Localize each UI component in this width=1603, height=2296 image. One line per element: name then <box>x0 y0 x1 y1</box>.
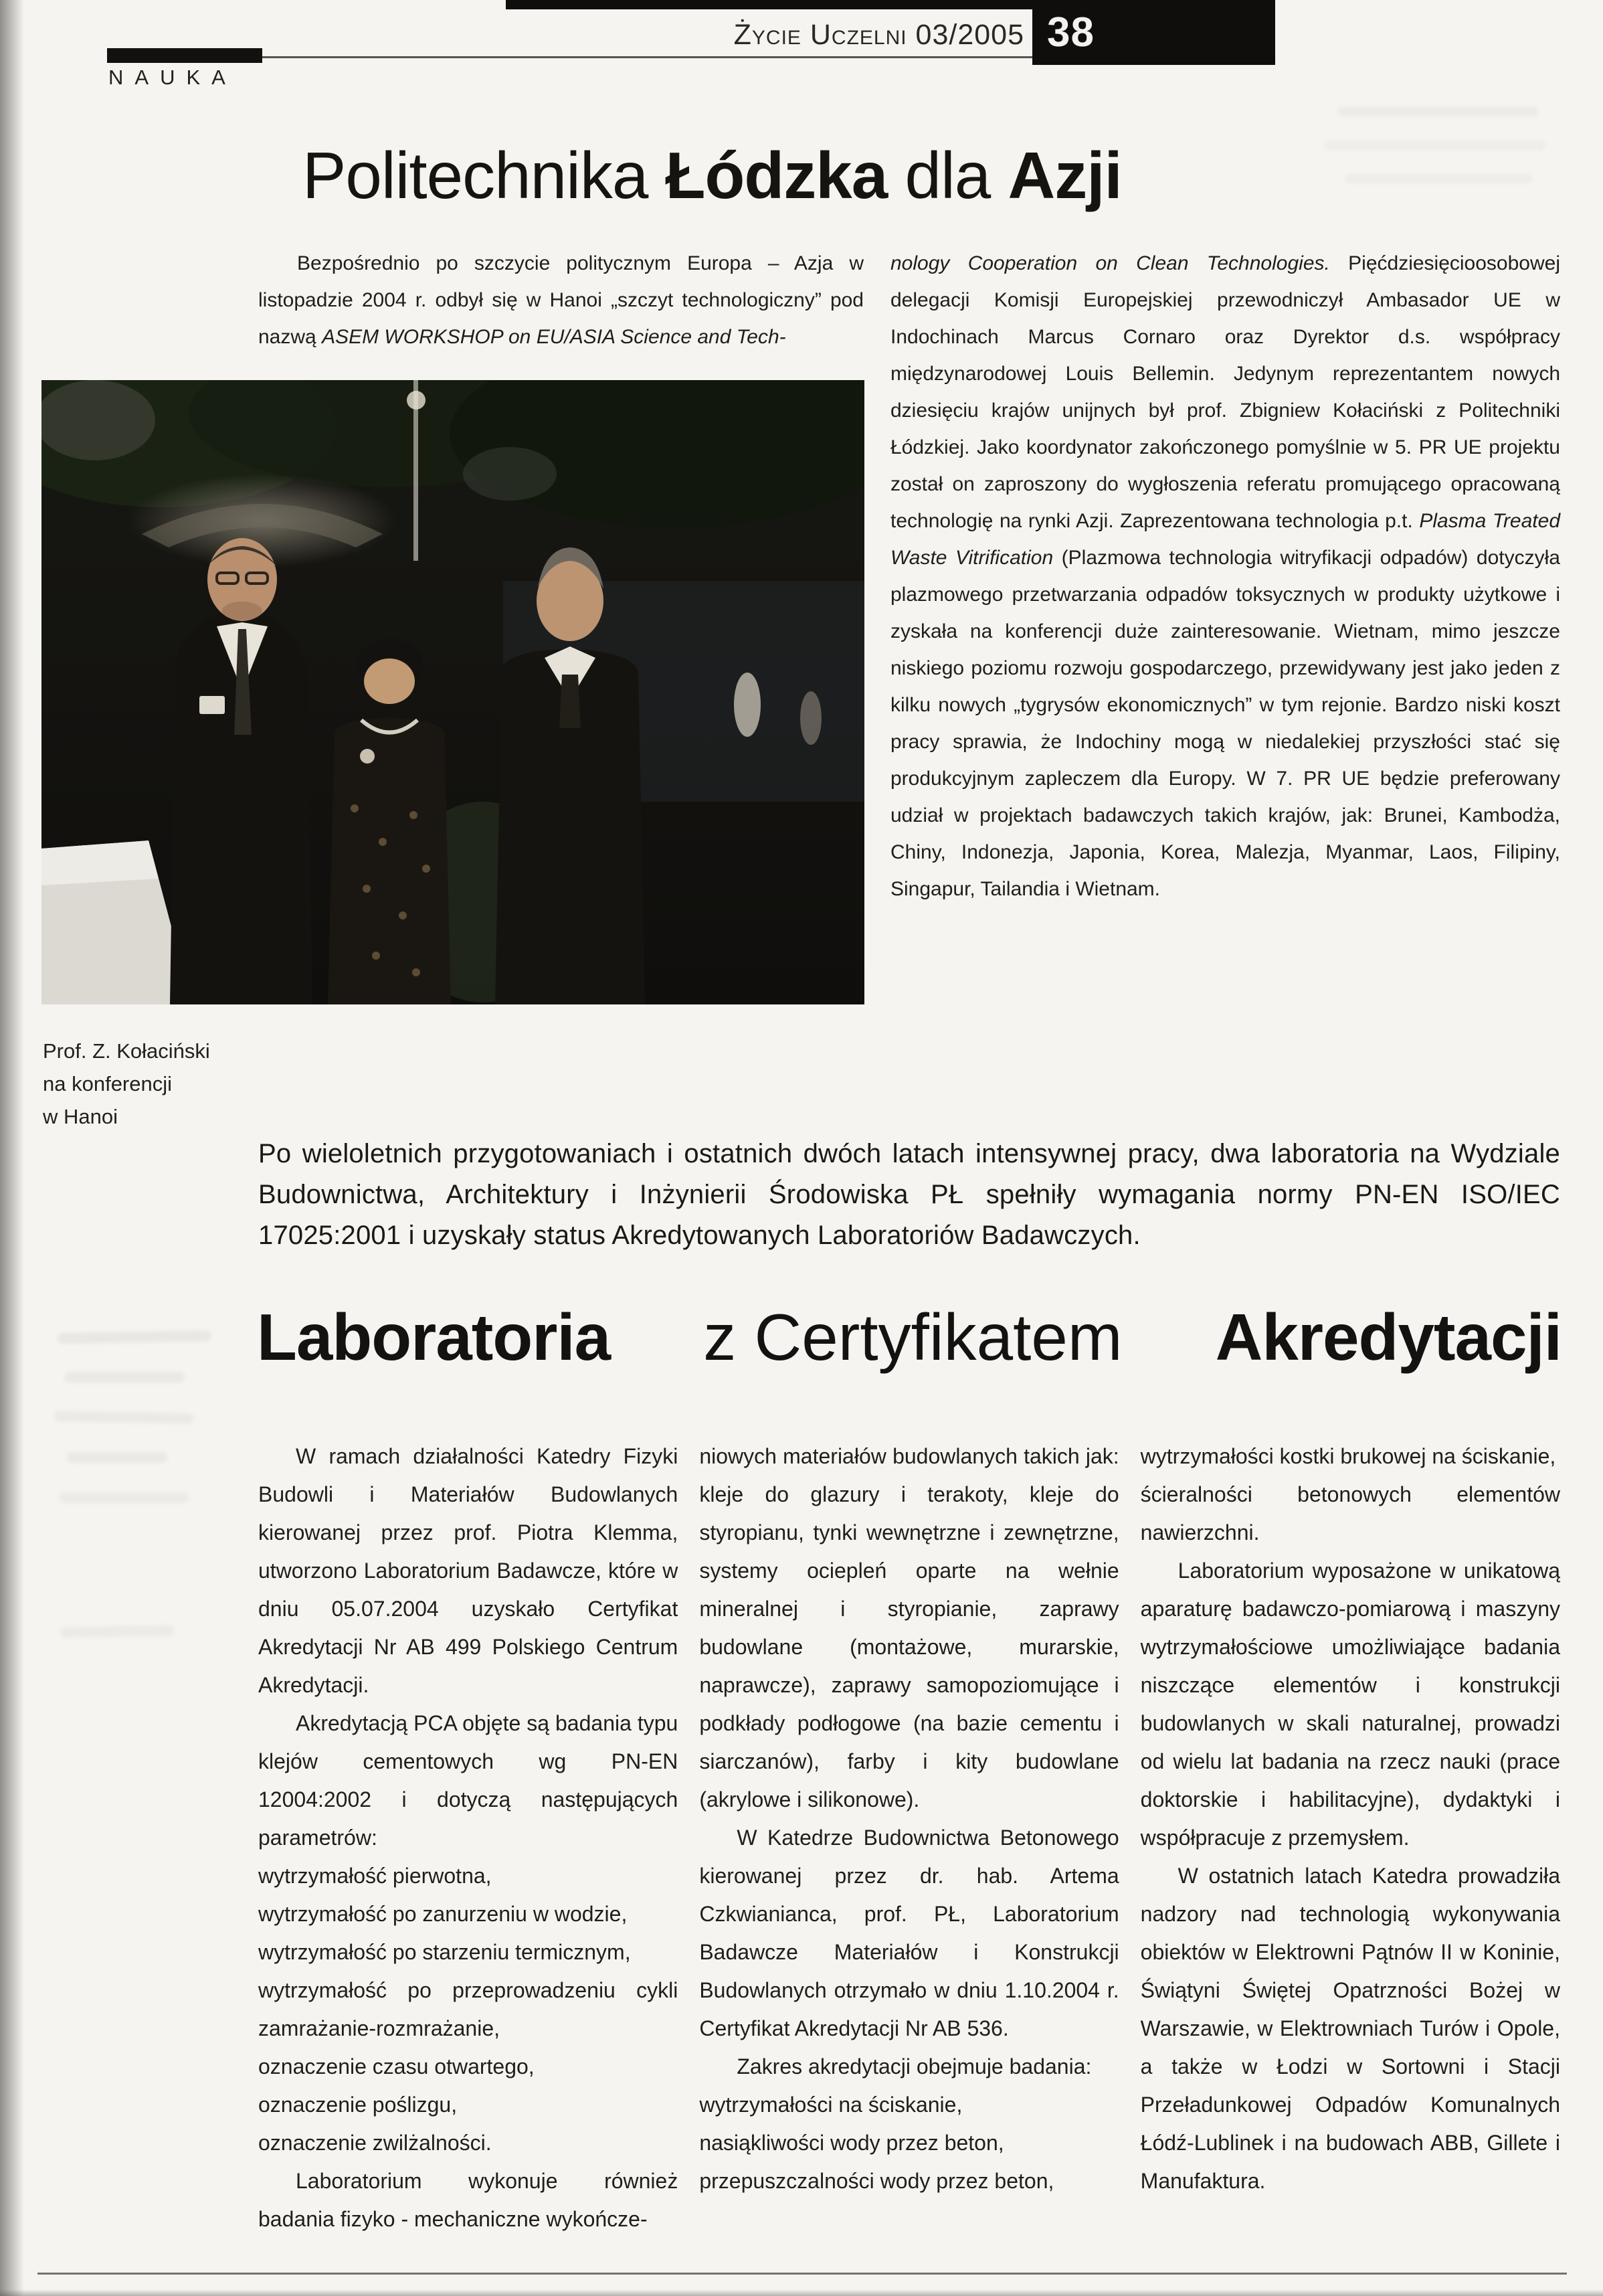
paragraph: Zakres akredytacji obejmuje badania: <box>737 2054 1092 2079</box>
bleed-mark <box>64 1372 185 1383</box>
paragraph: wytrzymałość po przeprowadzeniu cykli zamrażanie-rozmrażanie, <box>258 1978 678 2040</box>
paragraph: na konferencji <box>43 1072 173 1095</box>
text-segment: nology Cooperation on Clean Technologies. <box>890 252 1330 274</box>
paragraph: wytrzymałość po zanurzeniu w wodzie, <box>258 1902 628 1926</box>
bleed-mark <box>1345 174 1532 183</box>
body-column-2 <box>699 1437 1119 2238</box>
bleed-mark <box>67 1452 167 1463</box>
photo-caption <box>43 1035 244 1133</box>
heading-word-akredytacji: Akredytacji <box>1215 1300 1562 1374</box>
intro-column-right <box>890 245 1560 907</box>
paragraph: Laboratorium wykonuje również badania fizyko - mechaniczne wykończe- <box>258 2169 678 2231</box>
paragraph: W ramach działalności Katedry Fizyki Budowli i Materiałów Budowlanych kierowanej przez prof. Piotra Klemma, utworzono Laboratorium Badawcze, które w dniu 05.07.2004 uzyskało Certyfikat Akredytacji Nr AB 499 Polskiego Centrum Akredytacji. <box>258 1444 678 1697</box>
text-segment: Azji <box>1008 139 1122 212</box>
paragraph: oznaczenie czasu otwartego, <box>258 2054 535 2079</box>
header-rule <box>262 56 1033 58</box>
paragraph: nasiąkliwości wody przez beton, <box>699 2131 1004 2155</box>
text-segment: dla <box>887 139 1008 212</box>
text-segment: Politechnika <box>302 139 666 212</box>
bleed-mark <box>54 1411 194 1424</box>
paragraph: Prof. Z. Kołaciński <box>43 1039 210 1063</box>
body-column-3 <box>1141 1437 1560 2238</box>
heading-word-laboratoria: Laboratoria <box>257 1300 611 1374</box>
bleed-mark <box>60 1625 174 1638</box>
paragraph: wytrzymałości na ściskanie, <box>699 2093 963 2117</box>
header-top-strip <box>506 0 1034 9</box>
page-number: 38 <box>1047 9 1095 56</box>
bleed-mark <box>58 1330 211 1344</box>
text-segment: Łódzka <box>665 139 888 212</box>
bleed-mark <box>59 1492 189 1503</box>
body-column-1 <box>258 1437 678 2238</box>
paragraph: Laboratorium wyposażone w unikatową aparaturę badawczo-pomiarową i maszyny wytrzymałościowe umożliwiające badania niszczące elementów i konstrukcji budowlanych w skali naturalnej, prowadzi od wielu lat badania na rzecz nauki (prace doktorskie i habilitacyjne), dydaktyki i współpracuje z przemysłem. <box>1140 1559 1560 1850</box>
paragraph: W ostatnich latach Katedra prowadziła nadzory nad technologią wykonywania obiektów w Elektrowni Pątnów II w Koninie, Świątyni Świętej Opatrzności Bożej w Warszawie, w Elektrowniach Turów i Opole, a także w Łodzi w Sortowni i Stacji Przeładunkowej Odpadów Komunalnych Łódź-Lublinek i na budowach ABB, Gillete i Manufaktura. <box>1140 1864 1560 2193</box>
article-title-lab <box>257 1300 1562 1375</box>
section-label: NAUKA <box>108 66 237 89</box>
paragraph: w Hanoi <box>43 1105 118 1128</box>
text-segment: Pięćdziesięcioosobowej delegacji Komisji Europejskiej przewodniczył Ambasador UE w Indochinach Marcus Cornaro oraz Dyrektor d.s. współpracy międzynarodowej Louis Bellemin. Jedynym reprezentantem nowych dziesięciu krajów unijnych był prof. Zbigniew Kołaciński z Politechniki Łódzkiej. Jako koordynator zakończonego pomyślnie w 5. PR UE projektu został on zaproszony do wygłoszenia referatu promującego opracowaną technologię na rynki Azji. Zaprezentowana technologia p.t. <box>890 252 1560 532</box>
text-segment: ASEM WORKSHOP on EU/ASIA Science and Tech- <box>322 326 786 348</box>
paragraph: wytrzymałości kostki brukowej na ściskanie, <box>1140 1444 1556 1468</box>
heading-word-z-certyfikatem: z Certyfikatem <box>703 1300 1123 1374</box>
paragraph: W Katedrze Budownictwa Betonowego kierowanej przez dr. hab. Artema Czkwianianca, prof. PŁ, Laboratorium Badawcze Materiałów i Konstrukcji Budowlanych otrzymało w dniu 1.10.2004 r. Certyfikat Akredytacji Nr AB 536. <box>699 1826 1119 2040</box>
scan-edge-shadow <box>0 0 24 2296</box>
paragraph: ścieralności betonowych elementów nawierzchni. <box>1140 1482 1560 1544</box>
lead-paragraph: Po wieloletnich przygotowaniach i ostatnich dwóch latach intensywnej pracy, dwa laboratoria na Wydziale Budownictwa, Architektury i Inżynierii Środowiska PŁ spełniły wymagania normy PN-EN ISO/IEC 17025:2001 i uzyskały status Akredytowanych Laboratoriów Badawczych. <box>258 1139 1560 1250</box>
paragraph: wytrzymałość pierwotna, <box>258 1864 492 1888</box>
text-segment: Plasma Treated Waste Vitrification <box>890 510 1561 569</box>
paragraph: przepuszczalności wody przez beton, <box>699 2169 1054 2193</box>
bottom-rule <box>37 2273 1567 2275</box>
section-bar <box>107 48 262 63</box>
intro-column-left <box>258 245 864 355</box>
paragraph: oznaczenie poślizgu, <box>258 2093 458 2117</box>
paragraph: Akredytacją PCA objęte są badania typu klejów cementowych wg PN-EN 12004:2002 i dotyczą następujących parametrów: <box>258 1711 678 1850</box>
conference-photo <box>41 380 864 1004</box>
paragraph: wytrzymałość po starzeniu termicznym, <box>258 1940 631 1964</box>
scan-edge-shadow-bottom <box>0 2289 1603 2296</box>
paragraph: niowych materiałów budowlanych takich jak: kleje do glazury i terakoty, kleje do styropianu, tynki wewnętrzne i zewnętrzne, systemy ociepleń oparte na wełnie mineralnej i styropianie, zaprawy budowlane (montażowe, murarskie, naprawcze), zaprawy samopoziomujące i podkłady podłogowe (na bazie cementu i siarczanów), farby i kity budowlane (akrylowe i silikonowe). <box>699 1444 1119 1812</box>
article-body-columns <box>258 1437 1560 2238</box>
bleed-mark <box>1338 107 1539 116</box>
paragraph: oznaczenie zwilżalności. <box>258 2131 492 2155</box>
conference-photo-art <box>41 380 864 1004</box>
bleed-mark <box>1325 141 1545 150</box>
journal-title: Życie Uczelni 03/2005 <box>733 19 1024 51</box>
article-title-asia <box>302 138 1122 213</box>
text-segment: Bezpośrednio po szczycie politycznym Europa – Azja w listopadzie 2004 r. odbył się w Hanoi „szczyt technologiczny” pod nazwą <box>258 252 864 348</box>
text-segment: (Plazmowa technologia witryfikacji odpadów) dotyczyła plazmowego przetwarzania odpadów toksycznych w produkty użytkowe i zyskała na konferencji duże zainteresowanie. Wietnam, mimo jeszcze niskiego poziomu rozwoju gospodarczego, przewidywany jest jako jeden z kilku nowych „tygrysów ekonomicznych” w tym rejonie. Bardzo niski koszt pracy sprawia, że Indochiny mogą w niedalekiej przyszłości stać się produkcyjnym zapleczem dla Europy. W 7. PR UE będzie preferowany udział w projektach badawczych takich krajów, jak: Brunei, Kambodża, Chiny, Indonezja, Japonia, Korea, Malezja, Myanmar, Laos, Filipiny, Singapur, Tailandia i Wietnam. <box>890 547 1560 900</box>
page-number-box <box>1032 0 1275 65</box>
